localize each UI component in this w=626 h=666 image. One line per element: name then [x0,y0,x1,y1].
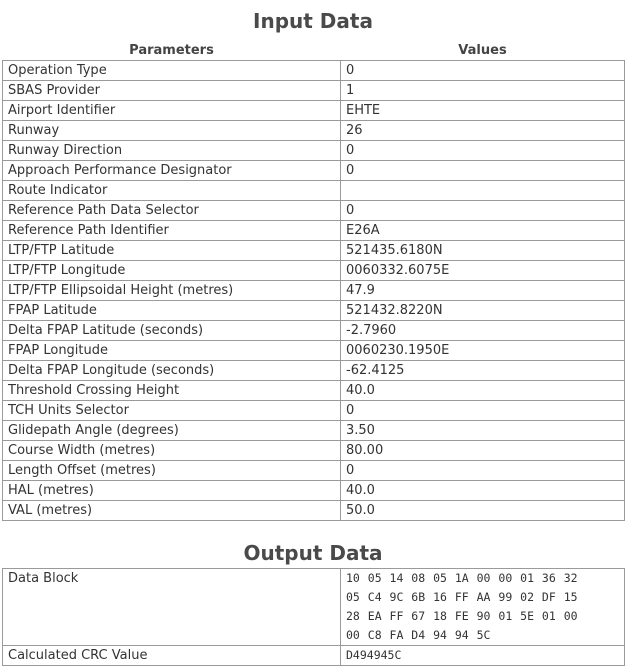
crc-label: Calculated CRC Value [3,646,341,666]
input-table-row [3,121,625,141]
parameter-name: Runway [3,121,341,141]
parameter-name: Operation Type [3,61,341,81]
parameter-name: Length Offset (metres) [3,461,341,481]
data-block-row [3,569,625,646]
parameter-name: Course Width (metres) [3,441,341,461]
parameter-value: E26A [341,221,625,241]
input-table-row [3,261,625,281]
parameter-value: 26 [341,121,625,141]
input-table-row [3,501,625,521]
data-block-line: 05 C4 9C 6B 16 FF AA 99 02 DF 15 [346,590,578,604]
input-table-row [3,461,625,481]
parameter-name: HAL (metres) [3,481,341,501]
input-data-title: Input Data [253,9,373,33]
input-table-row [3,441,625,461]
parameter-name: Delta FPAP Latitude (seconds) [3,321,341,341]
input-table-row [3,381,625,401]
data-block-value [341,569,625,646]
parameter-value: 40.0 [341,381,625,401]
parameter-value: -62.4125 [341,361,625,381]
input-table-row [3,161,625,181]
crc-value: D494945C [341,646,625,666]
input-table-row [3,321,625,341]
parameter-value: 0 [341,141,625,161]
input-table-row [3,301,625,321]
input-table-row [3,401,625,421]
parameter-value: 50.0 [341,501,625,521]
parameter-name: FPAP Latitude [3,301,341,321]
input-table-row [3,281,625,301]
parameter-value: 1 [341,81,625,101]
parameter-name: Glidepath Angle (degrees) [3,421,341,441]
parameter-name: Reference Path Data Selector [3,201,341,221]
values-header: Values [458,42,507,58]
parameter-name: SBAS Provider [3,81,341,101]
parameter-name: Approach Performance Designator [3,161,341,181]
parameter-name: Reference Path Identifier [3,221,341,241]
parameter-name: Delta FPAP Longitude (seconds) [3,361,341,381]
parameter-value: 0 [341,161,625,181]
parameter-name: VAL (metres) [3,501,341,521]
parameter-value: 0060332.6075E [341,261,625,281]
input-table-row [3,181,625,201]
parameter-value: 0060230.1950E [341,341,625,361]
input-table-row [3,361,625,381]
parameter-value: 0 [341,61,625,81]
parameter-name: Threshold Crossing Height [3,381,341,401]
parameter-name: LTP/FTP Latitude [3,241,341,261]
parameter-name: LTP/FTP Ellipsoidal Height (metres) [3,281,341,301]
parameter-value [341,181,625,201]
input-table-row [3,201,625,221]
parameter-value: EHTE [341,101,625,121]
crc-row [3,646,625,666]
parameter-value: 0 [341,201,625,221]
parameter-name: FPAP Longitude [3,341,341,361]
input-table-header [3,40,625,61]
parameter-name: TCH Units Selector [3,401,341,421]
input-table-row [3,421,625,441]
input-table-row [3,81,625,101]
parameter-value: 80.00 [341,441,625,461]
input-table-row [3,241,625,261]
parameter-value: -2.7960 [341,321,625,341]
data-block-line: 10 05 14 08 05 1A 00 00 01 36 32 [346,571,578,585]
parameter-value: 3.50 [341,421,625,441]
parameter-value: 521435.6180N [341,241,625,261]
input-table-row [3,101,625,121]
parameter-value: 0 [341,401,625,421]
data-block-line: 28 EA FF 67 18 FE 90 01 5E 01 00 [346,609,578,623]
parameter-name: Airport Identifier [3,101,341,121]
output-data-table [2,568,625,666]
input-table-body [3,61,625,521]
parameter-value: 40.0 [341,481,625,501]
parameter-value: 521432.8220N [341,301,625,321]
data-block-label: Data Block [3,569,341,646]
data-block-line: 00 C8 FA D4 94 94 5C [346,628,491,642]
parameter-value: 47.9 [341,281,625,301]
input-data-table [2,40,625,521]
output-data-title: Output Data [243,541,383,565]
input-table-row [3,341,625,361]
parameter-name: Runway Direction [3,141,341,161]
parameter-value: 0 [341,461,625,481]
parameter-name: Route Indicator [3,181,341,201]
parameter-name: LTP/FTP Longitude [3,261,341,281]
input-table-row [3,141,625,161]
parameters-header: Parameters [129,42,214,58]
input-table-row [3,221,625,241]
input-table-row [3,61,625,81]
input-table-row [3,481,625,501]
